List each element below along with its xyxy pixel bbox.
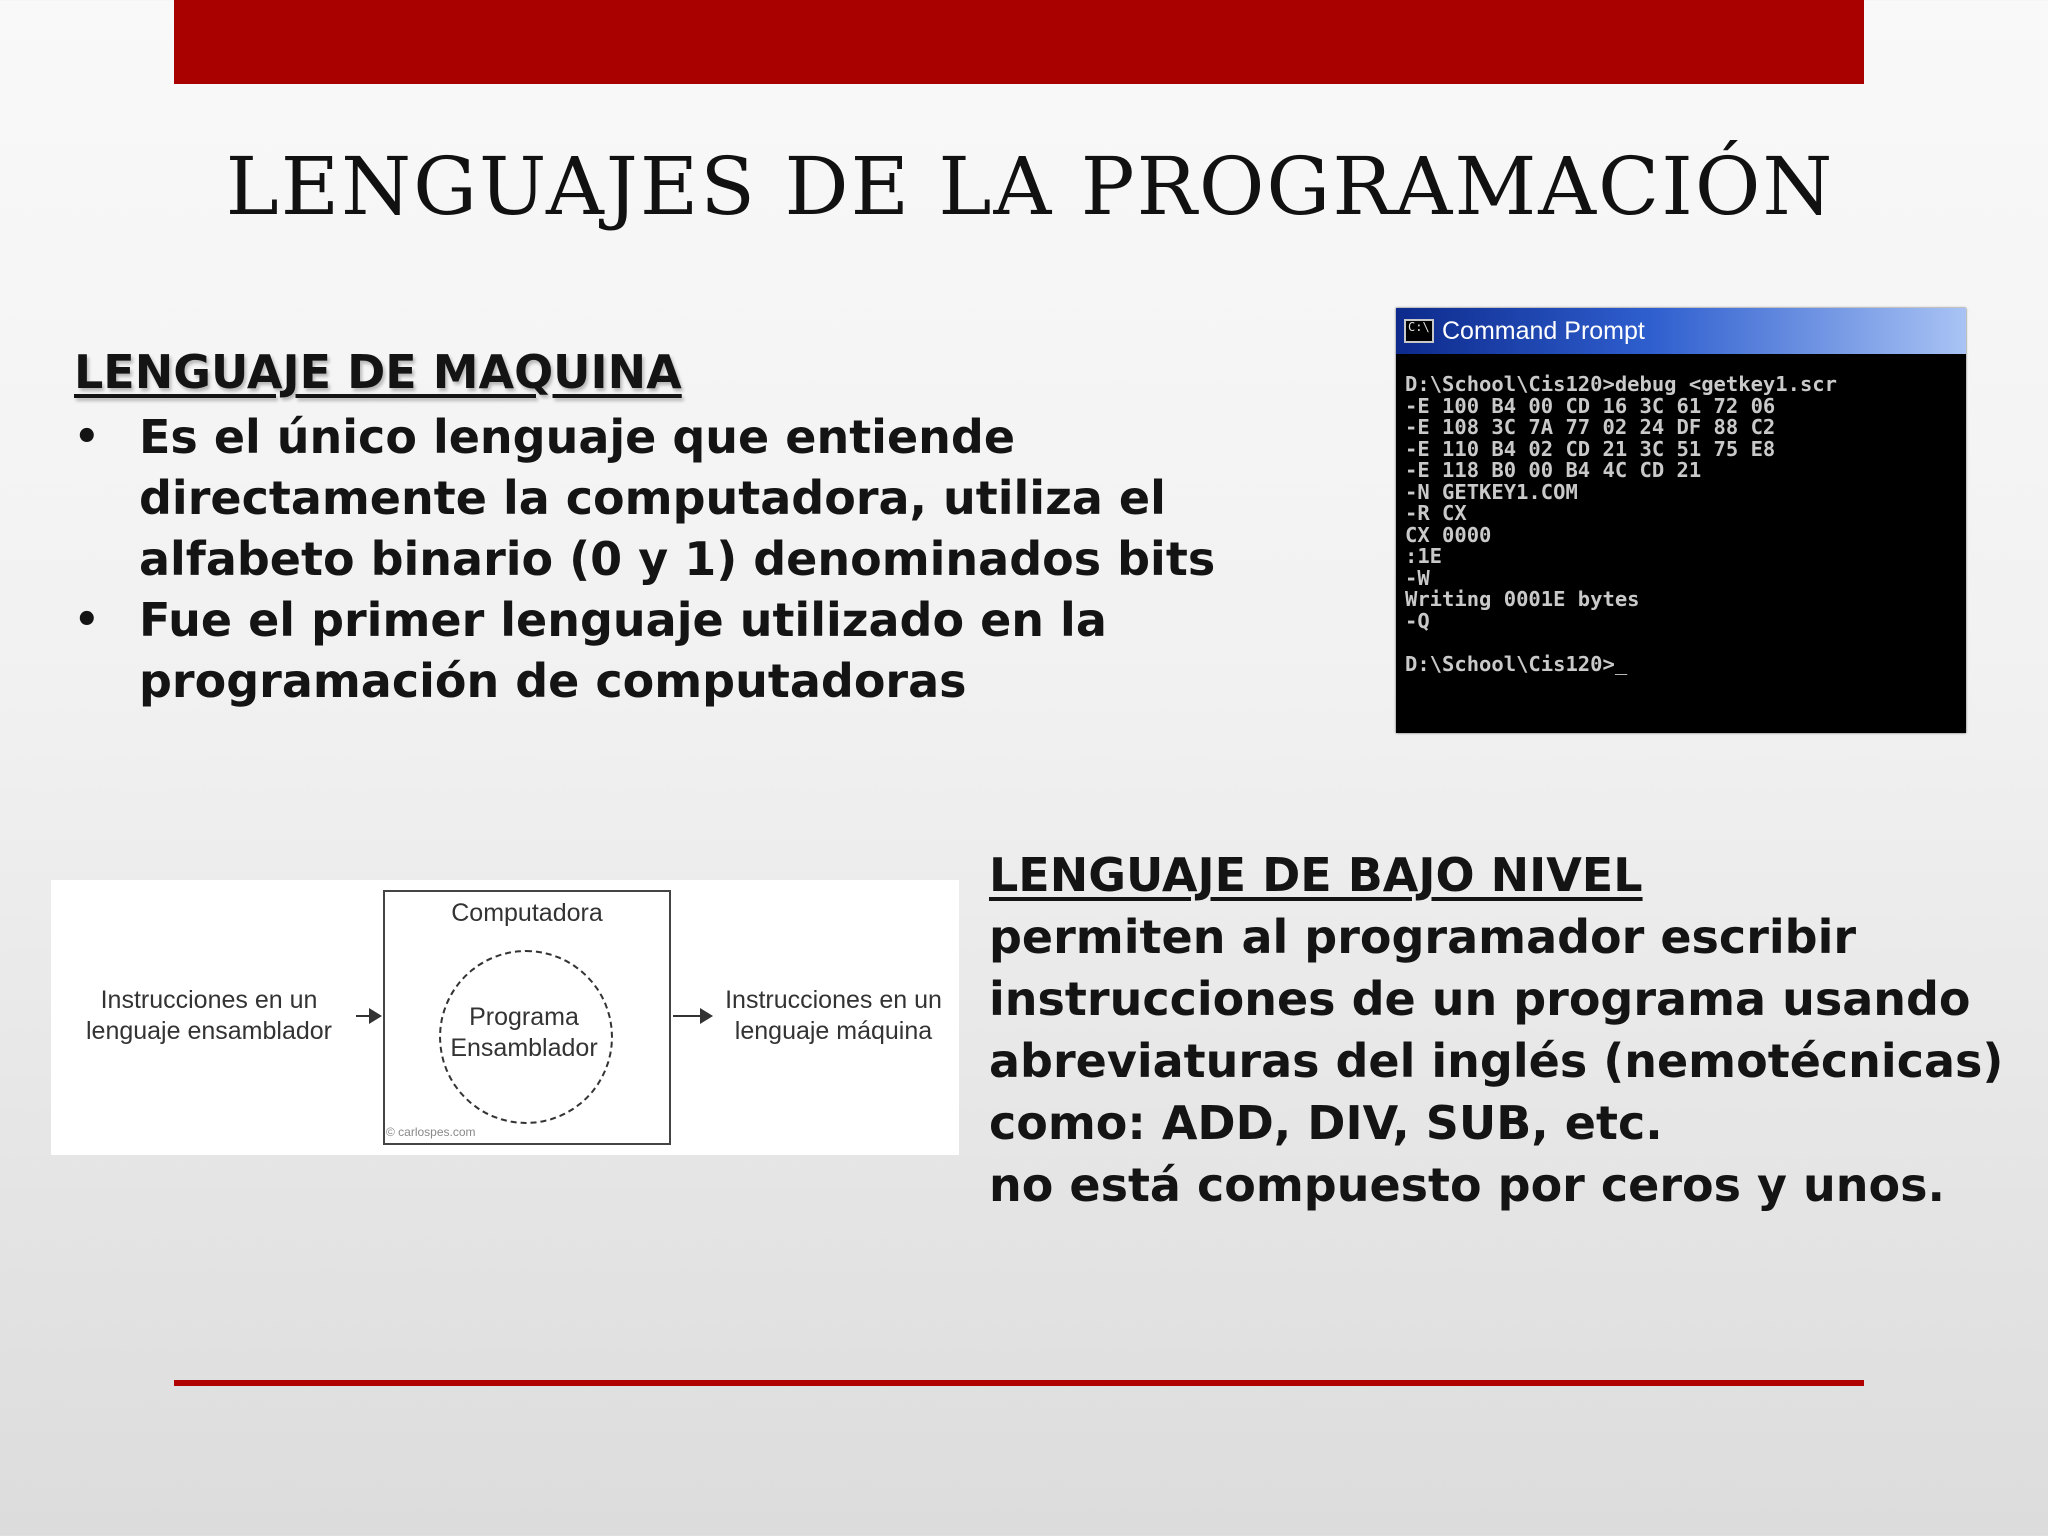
console-line: -R CX <box>1405 501 1467 525</box>
bullet-item: • Es el único lenguaje que entiende directamente la computadora, utiliza el alfabeto binario (0 y 1) denominados bits <box>74 407 1364 590</box>
output-label-line-1: Instrucciones en un <box>725 986 942 1014</box>
console-line: :1E <box>1405 544 1443 568</box>
console-line: -E 110 B4 02 CD 21 3C 51 75 E8 <box>1405 436 1776 461</box>
console-line: CX 0000 <box>1405 522 1492 547</box>
low-level-section <box>989 848 2029 1216</box>
machine-language-section <box>74 345 1364 712</box>
bullet-item: • Fue el primer lenguaje utilizado en la programación de computadoras <box>74 590 1364 712</box>
low-level-line: instrucciones de un programa usando <box>989 972 1971 1026</box>
output-arrow-icon <box>673 1015 711 1017</box>
top-accent-bar <box>174 0 1864 84</box>
low-level-line: como: ADD, DIV, SUB, etc. <box>989 1096 1663 1150</box>
console-line: -N GETKEY1.COM <box>1405 479 1578 504</box>
command-prompt-output <box>1396 374 1966 675</box>
console-line: -Q <box>1405 608 1430 633</box>
assembler-label: Ensamblador <box>450 1034 598 1062</box>
console-line: D:\School\Cis120>_ <box>1405 651 1628 675</box>
console-line: D:\School\Cis120>debug <getkey1.scr <box>1405 374 1837 396</box>
program-label: Programa <box>469 1003 579 1031</box>
low-level-line: permiten al programador escribir <box>989 910 1857 964</box>
console-line: Writing 0001E bytes <box>1405 587 1640 611</box>
console-line: -E 118 B0 00 B4 4C CD 21 <box>1405 458 1702 482</box>
input-arrow-icon <box>356 1015 380 1017</box>
input-label-line-1: Instrucciones en un <box>100 986 318 1014</box>
low-level-line: abreviaturas del inglés (nemotécnicas) <box>989 1034 2004 1088</box>
command-prompt-titlebar <box>1396 308 1966 354</box>
slide-title: LENGUAJES DE LA PROGRAMACIÓN <box>225 140 1835 233</box>
computer-label: Computadora <box>451 899 603 927</box>
assembler-diagram <box>51 880 959 1155</box>
bottom-accent-rule <box>174 1380 1864 1386</box>
input-label-line-2: lenguaje ensamblador <box>85 1017 332 1045</box>
machine-language-heading: LENGUAJE DE MAQUINA <box>74 345 682 399</box>
command-prompt-window <box>1396 308 1966 733</box>
low-level-heading: LENGUAJE DE BAJO NIVEL <box>989 848 1643 902</box>
low-level-line: no está compuesto por ceros y unos. <box>989 1158 1945 1212</box>
command-prompt-title: Command Prompt <box>1442 316 1645 345</box>
console-line: -E 108 3C 7A 77 02 24 DF 88 C2 <box>1405 415 1776 439</box>
diagram-watermark: © carlospes.com <box>386 1125 476 1139</box>
console-line: -E 100 B4 00 CD 16 3C 61 72 06 <box>1405 393 1776 418</box>
output-label-line-2: lenguaje máquina <box>734 1017 933 1045</box>
terminal-icon: C:\ <box>1404 319 1434 343</box>
console-line: -W <box>1405 565 1430 590</box>
machine-language-bullets <box>74 407 1364 712</box>
